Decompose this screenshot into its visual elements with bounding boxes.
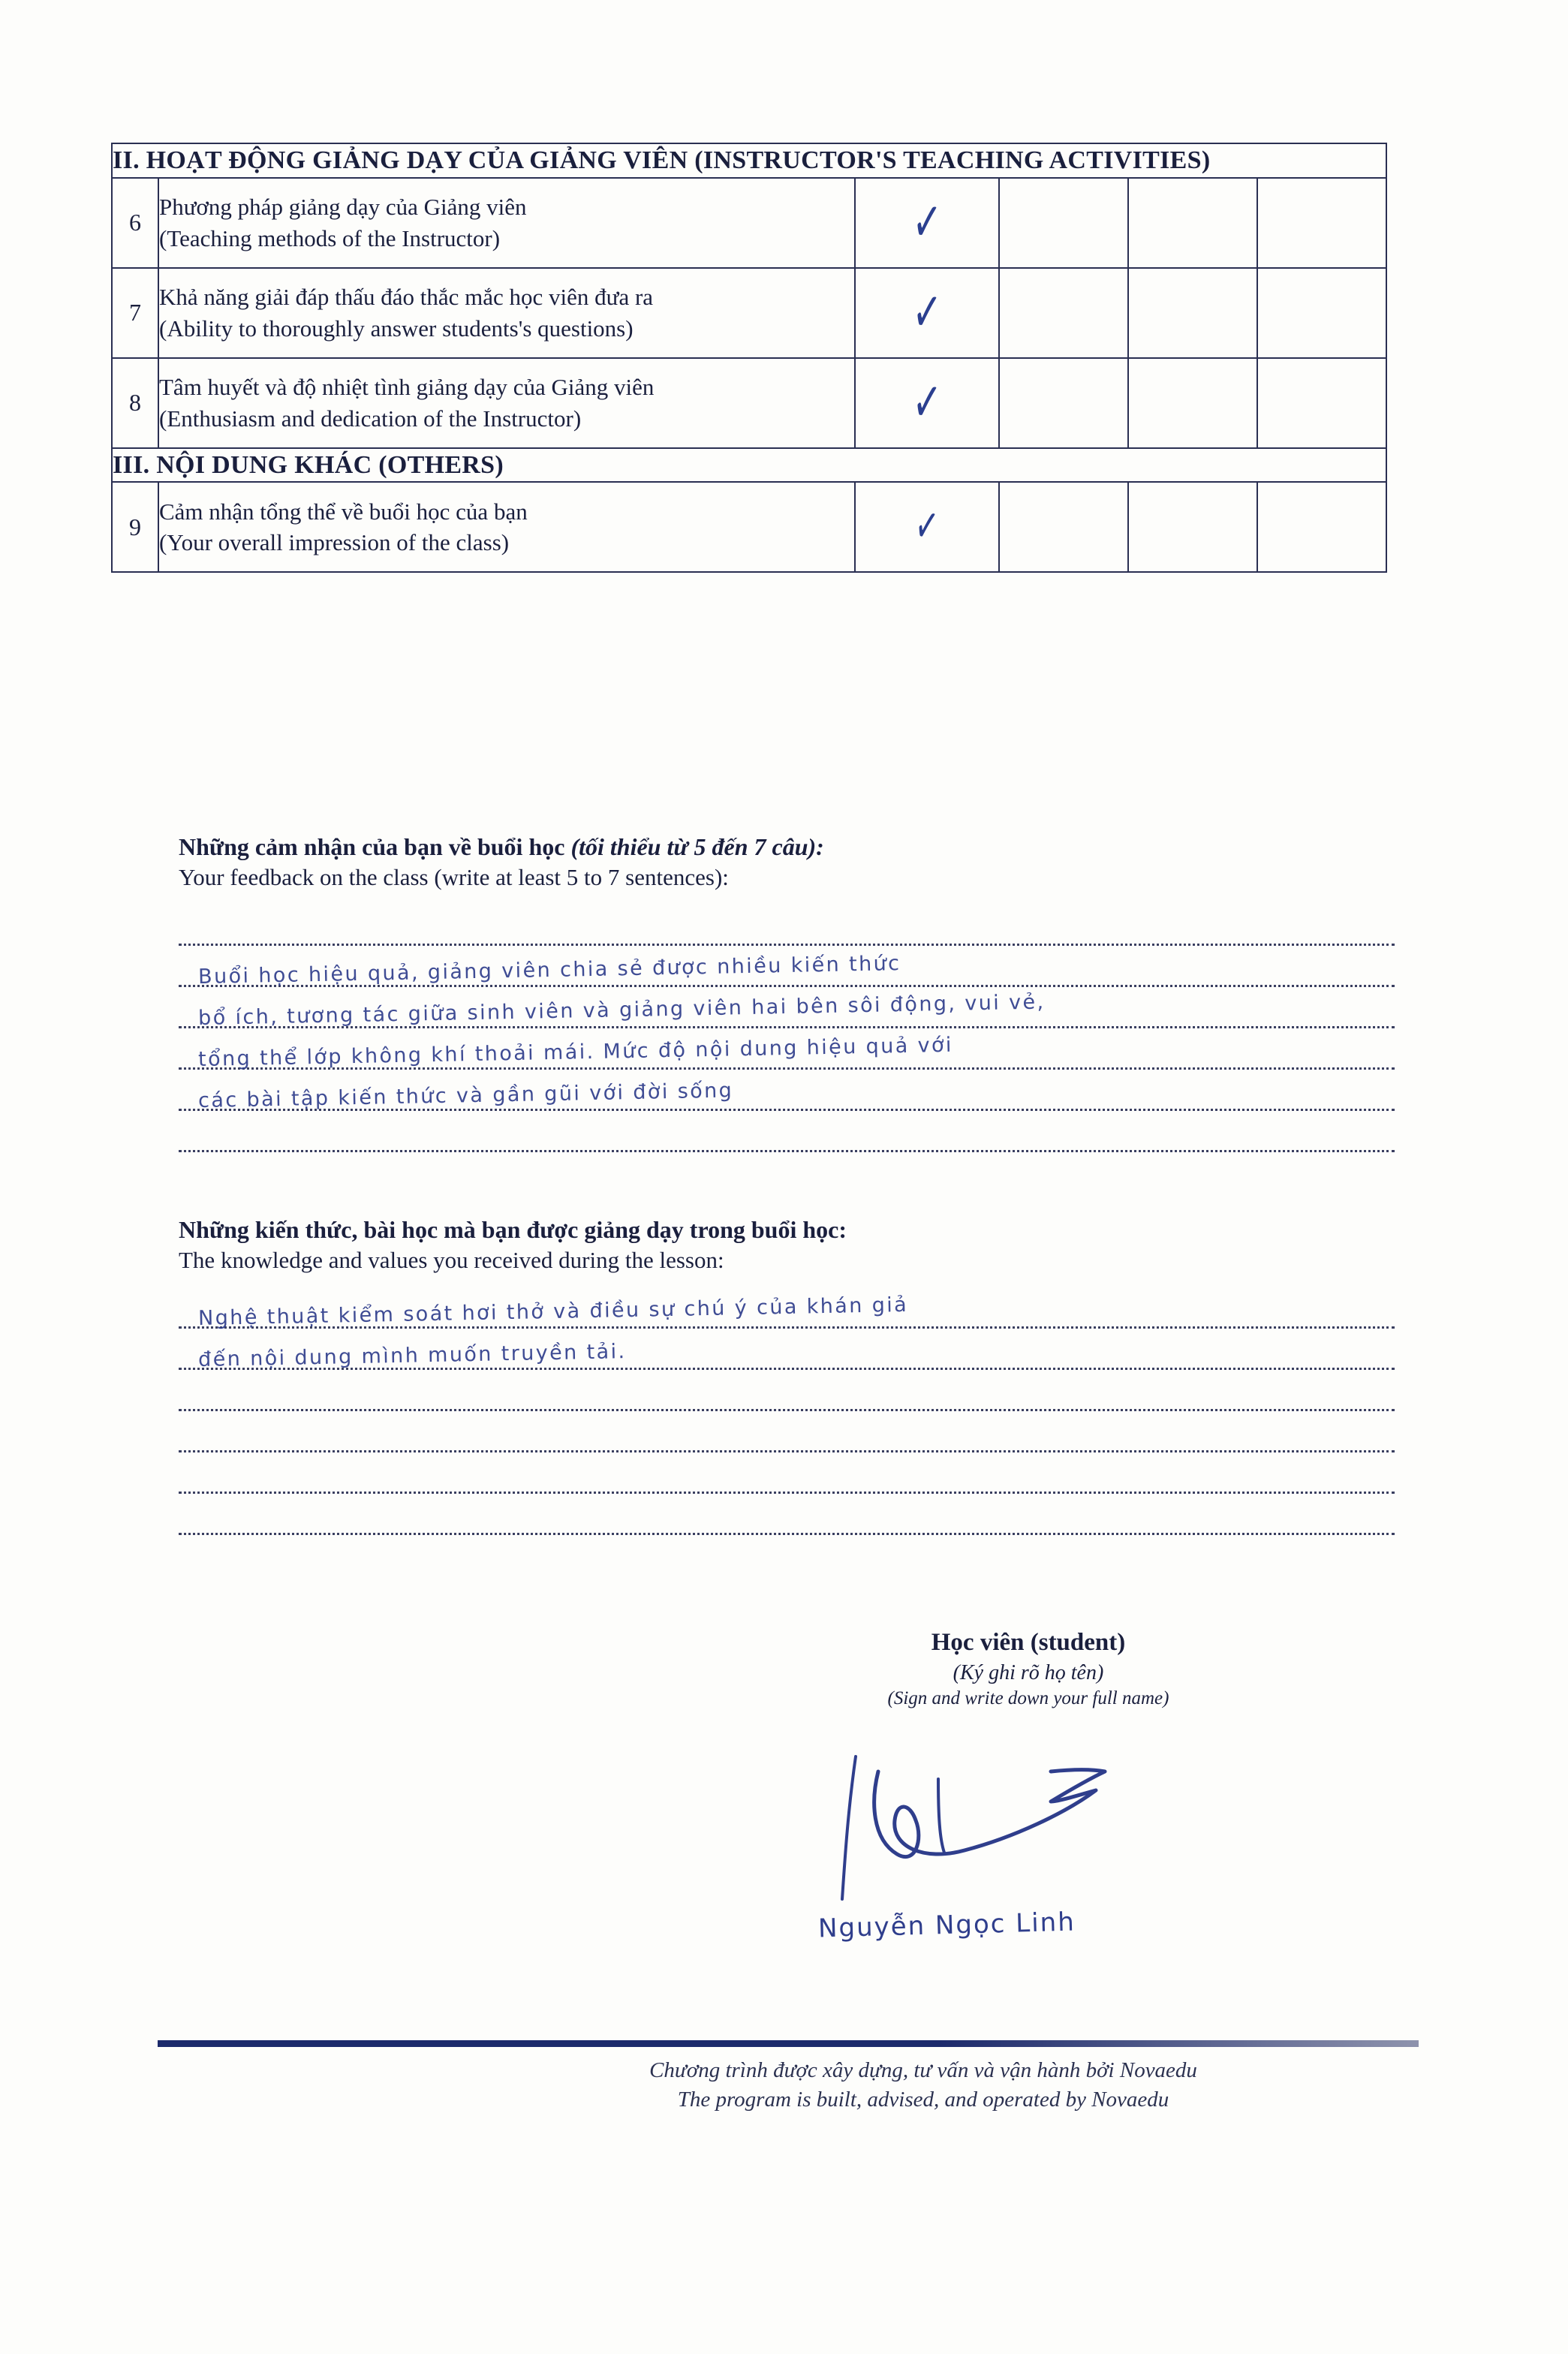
signature-note-vi: (Ký ghi rõ họ tên) <box>953 1661 1104 1684</box>
table-row <box>112 482 1386 572</box>
row-text-vi: Cảm nhận tổng thể về buổi học của bạn <box>159 498 528 525</box>
row-number: 8 <box>112 358 158 448</box>
footer-line-vi: Chương trình được xây dựng, tư vấn và vận hành bởi Novaedu <box>649 2058 1197 2082</box>
handwritten-text: bổ ích, tương tác giữa sinh viên và giảng viên hai bên sôi động, vui vẻ, <box>197 990 1046 1031</box>
rating-cell[interactable] <box>999 178 1128 268</box>
row-text-en: (Ability to thoroughly answer students's questions) <box>159 315 634 342</box>
knowledge-line[interactable] <box>179 1494 1395 1535</box>
row-text-vi: Khả năng giải đáp thấu đáo thắc mắc học viên đưa ra <box>159 283 654 310</box>
rating-cell-selected[interactable] <box>855 268 999 358</box>
rating-cell-selected[interactable] <box>855 358 999 448</box>
rating-cell[interactable] <box>1257 178 1386 268</box>
checkmark-icon: ✓ <box>913 495 941 558</box>
signature-note-en: (Sign and write down your full name) <box>887 1688 1169 1708</box>
footer-line-en: The program is built, advised, and operated by Novaedu <box>677 2088 1169 2112</box>
rating-cell-selected[interactable] <box>855 178 999 268</box>
handwritten-text: tổng thể lớp không khí thoải mái. Mức độ nội dung hiệu quả với <box>197 1033 954 1072</box>
row-text-en: (Enthusiasm and dedication of the Instructor) <box>159 405 582 432</box>
row-text <box>158 358 855 448</box>
checkmark-icon: ✓ <box>911 190 943 255</box>
section-header-row <box>112 143 1386 178</box>
row-text-en: (Your overall impression of the class) <box>159 529 510 556</box>
rating-cell[interactable] <box>999 268 1128 358</box>
rating-cell[interactable] <box>999 482 1128 572</box>
rating-cell[interactable] <box>1128 482 1257 572</box>
knowledge-line[interactable] <box>179 1370 1395 1411</box>
signature-written-name: Nguyễn Ngọc Linh <box>817 1907 1076 1944</box>
checkmark-icon: ✓ <box>911 370 943 435</box>
feedback-line[interactable] <box>179 987 1395 1031</box>
handwritten-text <box>179 1431 1395 1454</box>
checkmark-icon: ✓ <box>911 280 943 345</box>
row-text-vi: Tâm huyết và độ nhiệt tình giảng dạy của Giảng viên <box>159 373 655 400</box>
handwritten-text: đến nội dung mình muốn truyền tải. <box>197 1340 627 1372</box>
knowledge-section <box>179 1216 1395 1535</box>
knowledge-line[interactable] <box>179 1329 1395 1370</box>
row-number: 6 <box>112 178 158 268</box>
rating-cell[interactable] <box>1128 268 1257 358</box>
row-number: 7 <box>112 268 158 358</box>
rating-cell[interactable] <box>1128 358 1257 448</box>
rating-cell[interactable] <box>999 358 1128 448</box>
feedback-line[interactable] <box>179 905 1395 946</box>
feedback-line[interactable] <box>179 946 1395 987</box>
row-text <box>158 268 855 358</box>
rating-cell[interactable] <box>1257 358 1386 448</box>
knowledge-line[interactable] <box>179 1287 1395 1329</box>
rating-cell[interactable] <box>1128 178 1257 268</box>
feedback-title-vi-italic: (tối thiểu từ 5 đến 7 câu): <box>570 833 824 860</box>
feedback-line[interactable] <box>179 1111 1395 1152</box>
handwritten-text <box>179 1389 1395 1413</box>
rating-cell-selected[interactable] <box>855 482 999 572</box>
knowledge-title-en: The knowledge and values you received during the lesson: <box>179 1247 724 1273</box>
feedback-title-vi <box>179 833 1395 861</box>
section-header-row <box>112 448 1386 483</box>
signature-mark <box>826 1749 1201 1914</box>
rating-cell[interactable] <box>1257 482 1386 572</box>
row-number: 9 <box>112 482 158 572</box>
handwritten-text <box>179 1472 1395 1495</box>
feedback-section <box>179 833 1395 1152</box>
signature-block <box>796 1629 1261 1709</box>
signature-title: Học viên (student) <box>931 1629 1126 1656</box>
table-row <box>112 358 1386 448</box>
knowledge-line[interactable] <box>179 1411 1395 1452</box>
table-row <box>112 178 1386 268</box>
handwritten-text: Nghệ thuật kiểm soát hơi thở và điều sự chú ý của khán giả <box>197 1293 909 1331</box>
section-heading-iii: III. NỘI DUNG KHÁC (OTHERS) <box>112 448 1386 483</box>
row-text <box>158 178 855 268</box>
footer-rule <box>158 2040 1419 2047</box>
feedback-title-vi-text: Những cảm nhận của bạn về buổi học <box>179 833 571 860</box>
section-heading-ii: II. HOẠT ĐỘNG GIẢNG DẠY CỦA GIẢNG VIÊN (INSTRUCTOR'S TEACHING ACTIVITIES) <box>112 143 1386 178</box>
rating-cell[interactable] <box>1257 268 1386 358</box>
knowledge-line[interactable] <box>179 1452 1395 1494</box>
evaluation-table <box>111 143 1387 573</box>
knowledge-title-vi: Những kiến thức, bài học mà bạn được giảng dạy trong buổi học: <box>179 1216 847 1243</box>
feedback-line[interactable] <box>179 1070 1395 1111</box>
handwritten-text <box>179 924 1395 947</box>
row-text <box>158 482 855 572</box>
handwritten-text: Buổi học hiệu quả, giảng viên chia sẻ được nhiều kiến thức <box>197 952 901 989</box>
table-row <box>112 268 1386 358</box>
feedback-line[interactable] <box>179 1028 1395 1070</box>
row-text-en: (Teaching methods of the Instructor) <box>159 224 501 251</box>
handwritten-text <box>179 1513 1395 1537</box>
row-text-vi: Phương pháp giảng dạy của Giảng viên <box>159 193 527 220</box>
handwritten-text: các bài tập kiến thức và gần gũi với đời sống <box>197 1079 734 1113</box>
handwritten-text <box>179 1130 1395 1154</box>
feedback-title-en: Your feedback on the class (write at least 5 to 7 sentences): <box>179 864 729 890</box>
footer <box>420 2058 1426 2112</box>
